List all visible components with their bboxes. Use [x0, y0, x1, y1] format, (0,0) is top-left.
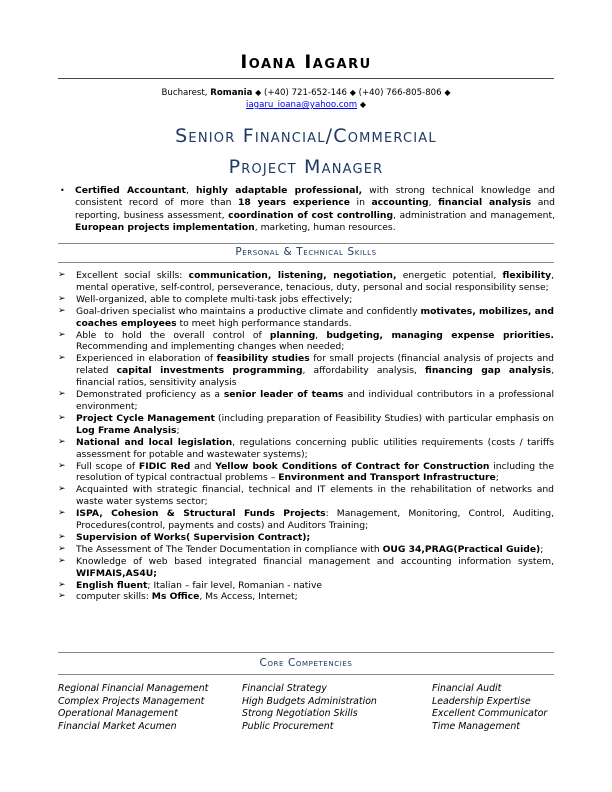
- bold-text-run: Ms Office: [151, 591, 200, 603]
- competency-item: Regional Financial Management: [58, 683, 209, 694]
- skill-item: [58, 437, 554, 461]
- text-run: Full scope of: [76, 460, 139, 472]
- skill-item: [58, 532, 554, 544]
- text-run: , financial ratios, sensitivity analysis: [76, 365, 554, 389]
- bold-text-run: Yellow book Conditions of Contract for Construction: [215, 460, 490, 472]
- arrow-bullet-icon: ➢: [58, 531, 66, 542]
- bold-text-run: accounting: [371, 197, 429, 209]
- bold-text-run: Environment and Transport Infrastructure: [278, 472, 496, 484]
- text-run: , administration and management,: [393, 209, 555, 221]
- competency-item: Complex Projects Management: [58, 695, 205, 707]
- bold-text-run: Certified Accountant: [75, 185, 186, 196]
- text-run: The Assessment of The Tender Documentation in compliance with: [76, 543, 383, 555]
- arrow-bullet-icon: ➢: [58, 305, 66, 316]
- text-run: to meet high performance standards.: [176, 317, 352, 329]
- arrow-bullet-icon: ➢: [58, 508, 66, 519]
- skill-item: [58, 508, 554, 532]
- text-run: ;: [540, 543, 544, 555]
- text-run: ,: [315, 329, 327, 341]
- arrow-bullet-icon: ➢: [58, 460, 66, 471]
- diamond-separator-icon: ◆: [349, 88, 356, 97]
- text-run: ;: [495, 472, 499, 484]
- bold-text-run: motivates, mobilizes, and coaches employees: [76, 305, 554, 329]
- contact-line: [0, 87, 612, 99]
- section-rule: [58, 674, 554, 675]
- text-run: and reporting, business assessment,: [75, 197, 555, 221]
- text-run: Recommending and implementing changes when needed;: [76, 341, 345, 353]
- skill-item: [58, 270, 554, 294]
- text-run: energetic potential,: [396, 270, 503, 281]
- text-run: ,: [185, 185, 196, 196]
- job-title-line-1: Senior Financial/Commercial: [175, 125, 437, 147]
- section-heading-skills: Personal & Technical Skills: [235, 246, 377, 258]
- professional-summary: [60, 185, 555, 234]
- contact-phone-1: (+40) 721-652-146: [264, 88, 347, 98]
- bold-text-run: flexibility: [502, 270, 552, 281]
- contact-phone-2: (+40) 766-805-806: [358, 88, 442, 98]
- competency-item: Financial Audit: [432, 683, 502, 694]
- bold-text-run: financing gap analysis: [425, 365, 552, 377]
- text-run: Goal-driven specialist who maintains a productive climate and confidently: [76, 305, 421, 317]
- text-run: ,: [428, 197, 439, 209]
- text-run: : Management, Monitoring, Control, Auditing, Procedures(control, payments and costs) and Auditors Training;: [76, 508, 554, 532]
- text-run: , marketing, human resources.: [254, 221, 396, 233]
- bold-text-run: communication, listening, negotiation,: [188, 270, 397, 281]
- bullet-icon: •: [60, 186, 65, 195]
- text-run: and individual contributors in a professional environment;: [76, 389, 554, 412]
- bold-text-run: feasibility studies: [216, 353, 310, 365]
- text-run: Well-organized, able to complete multi-task jobs effectively;: [76, 293, 353, 305]
- text-run: , mental operative, self-control, perseverance, tenacious, duty, personal and social responsibility sense;: [76, 270, 554, 293]
- bold-text-run: WIFMAIS,AS4U;: [76, 567, 157, 579]
- skill-item: [58, 389, 554, 413]
- header-rule: [58, 78, 554, 79]
- bold-text-run: Project Cycle Management: [76, 412, 215, 424]
- text-run: ;: [176, 424, 180, 436]
- section-rule: [58, 243, 554, 244]
- bold-text-run: FIDIC Red: [138, 460, 191, 472]
- bold-text-run: ISPA, Cohesion & Structural Funds Projects: [76, 508, 326, 520]
- arrow-bullet-icon: ➢: [58, 436, 66, 447]
- text-run: Able to hold the overall control of: [76, 329, 270, 341]
- competency-item: Public Procurement: [242, 720, 334, 732]
- skill-item: [58, 413, 554, 437]
- candidate-name: Ioana Iagaru: [240, 52, 372, 73]
- skill-item: [58, 580, 554, 592]
- section-heading-competencies: Core Competencies: [259, 657, 353, 669]
- bold-text-run: 18 years experience: [237, 197, 350, 209]
- arrow-bullet-icon: ➢: [58, 412, 66, 423]
- diamond-separator-icon: ◆: [444, 88, 451, 97]
- competencies-column-1: [58, 683, 208, 733]
- text-run: for small projects (financial analysis of projects and related: [76, 353, 555, 377]
- bold-text-run: European projects implementation: [75, 221, 255, 233]
- text-run: Experienced in elaboration of: [76, 353, 217, 365]
- competencies-column-3: [432, 683, 547, 733]
- text-run: Knowledge of web based integrated financial management and accounting information system,: [76, 555, 554, 567]
- bold-text-run: English fluent: [76, 579, 148, 591]
- competency-item: Excellent Communicator: [432, 708, 548, 720]
- summary-text: [75, 185, 555, 233]
- bold-text-run: budgeting, managing expense priorities.: [326, 329, 554, 341]
- competency-item: Strong Negotiation Skills: [242, 708, 358, 720]
- text-run: computer skills:: [76, 591, 152, 603]
- competency-item: Financial Market Acumen: [58, 720, 177, 732]
- job-title-line-2: Project Manager: [228, 156, 384, 178]
- contact-block: [0, 87, 612, 111]
- competency-item: Leadership Expertise: [432, 695, 531, 707]
- competency-item: Financial Strategy: [242, 683, 327, 694]
- text-run: and: [190, 460, 216, 472]
- skill-item: [58, 556, 554, 580]
- arrow-bullet-icon: ➢: [58, 293, 66, 304]
- arrow-bullet-icon: ➢: [58, 389, 66, 400]
- skill-item: [58, 461, 554, 485]
- text-run: (including preparation of Feasibility Studies) with particular emphasis on: [214, 412, 554, 424]
- skills-list: [58, 270, 554, 603]
- section-rule: [58, 262, 554, 263]
- contact-country: Romania: [210, 88, 253, 98]
- bold-text-run: senior leader of teams: [223, 389, 344, 401]
- bold-text-run: financial analysis: [438, 197, 532, 209]
- bold-text-run: capital investments programming: [116, 365, 303, 377]
- skill-item: [58, 294, 554, 306]
- text-run: , Ms Access, Internet;: [199, 591, 298, 603]
- competency-item: Time Management: [432, 720, 520, 732]
- bold-text-run: coordination of cost controlling: [228, 209, 394, 221]
- skill-item: [58, 484, 554, 508]
- bold-text-run: National and local legislation: [76, 436, 233, 448]
- email-link[interactable]: iagaru_ioana@yahoo.com: [245, 100, 358, 110]
- arrow-bullet-icon: ➢: [58, 591, 66, 602]
- diamond-separator-icon: ◆: [255, 88, 262, 97]
- skill-item: [58, 306, 554, 330]
- skill-item: [58, 591, 554, 603]
- arrow-bullet-icon: ➢: [58, 543, 66, 554]
- text-run: in: [349, 197, 372, 209]
- skill-item: [58, 330, 554, 354]
- competencies-column-2: [242, 683, 377, 733]
- bold-text-run: planning: [269, 329, 316, 341]
- section-rule: [58, 652, 554, 653]
- arrow-bullet-icon: ➢: [58, 555, 66, 566]
- text-run: , affordability analysis,: [302, 365, 426, 377]
- arrow-bullet-icon: ➢: [58, 353, 66, 364]
- text-run: Excellent social skills:: [76, 270, 189, 281]
- arrow-bullet-icon: ➢: [58, 579, 66, 590]
- text-run: including the resolution of typical contractual problems –: [76, 460, 554, 484]
- text-run: Acquainted with strategic financial, technical and IT elements in the rehabilitation of networks and waste water systems sector;: [76, 484, 554, 508]
- text-run: Demonstrated proficiency as a: [76, 389, 224, 401]
- bold-text-run: OUG 34,PRAG(Practical Guide): [382, 543, 541, 555]
- text-run: , regulations concerning public utilities requirements (costs / tariffs assessment for potable and wastewater systems);: [76, 436, 554, 460]
- bold-text-run: Supervision of Works( Supervision Contract);: [76, 531, 311, 543]
- skill-item: [58, 544, 554, 556]
- competency-item: Operational Management: [58, 708, 178, 720]
- contact-city: Bucharest,: [161, 88, 211, 98]
- competency-item: High Budgets Administration: [242, 695, 377, 707]
- skill-item: [58, 353, 554, 389]
- arrow-bullet-icon: ➢: [58, 484, 66, 495]
- text-run: with strong technical knowledge and consistent record of more than: [75, 185, 555, 209]
- arrow-bullet-icon: ➢: [58, 270, 66, 280]
- text-run: ; Italian – fair level, Romanian - native: [147, 579, 323, 591]
- bold-text-run: Log Frame Analysis: [76, 424, 177, 436]
- diamond-separator-icon: ◆: [359, 100, 366, 109]
- arrow-bullet-icon: ➢: [58, 329, 66, 340]
- bold-text-run: highly adaptable professional,: [195, 185, 363, 196]
